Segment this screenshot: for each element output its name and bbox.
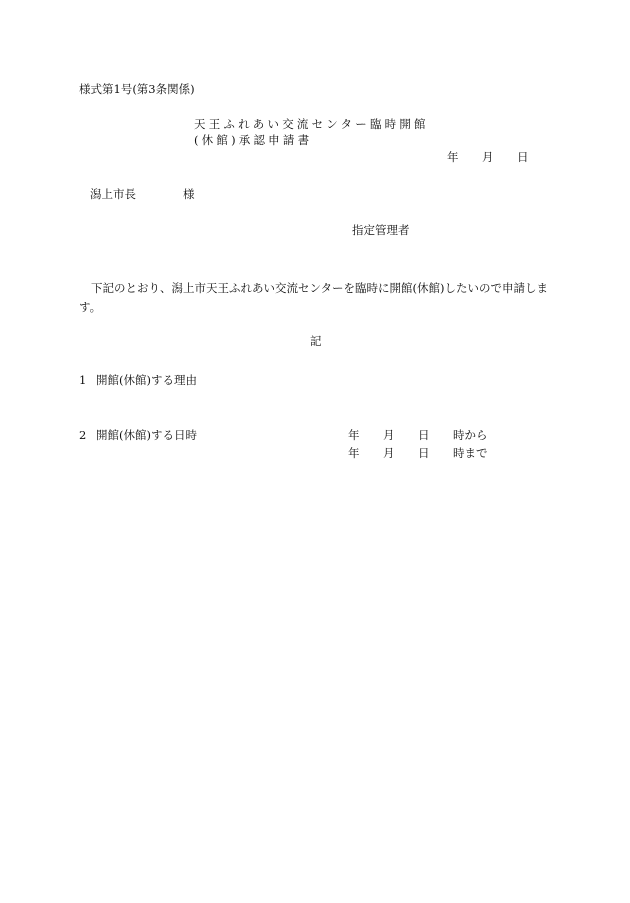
schedule-from-year: 年 bbox=[348, 428, 360, 442]
schedule-from-day: 日 bbox=[418, 428, 430, 442]
schedule-to-month: 月 bbox=[383, 446, 395, 460]
document-title-line1: 天王ふれあい交流センター臨時開館 bbox=[194, 117, 429, 131]
addressee-honorific: 様 bbox=[183, 187, 195, 201]
document-title-line2: (休館)承認申請書 bbox=[194, 133, 313, 147]
schedule-to-hour: 時まで bbox=[453, 446, 488, 460]
date-month-label: 月 bbox=[482, 150, 494, 164]
schedule-to-year: 年 bbox=[348, 446, 360, 460]
form-label: 様式第1号(第3条関係) bbox=[79, 82, 195, 96]
date-day-label: 日 bbox=[517, 150, 529, 164]
item-1-number: 1 bbox=[79, 373, 87, 387]
schedule-from-month: 月 bbox=[383, 428, 395, 442]
applicant-label: 指定管理者 bbox=[352, 223, 410, 237]
schedule-from-hour: 時から bbox=[453, 428, 488, 442]
body-paragraph: 下記のとおり、潟上市天王ふれあい交流センターを臨時に開館(休館)したいので申請します。 bbox=[79, 281, 549, 314]
item-1-label: 開館(休館)する理由 bbox=[96, 373, 197, 387]
addressee-name: 潟上市長 bbox=[90, 187, 136, 201]
item-2-number: 2 bbox=[79, 428, 87, 442]
item-2-label: 開館(休館)する日時 bbox=[96, 428, 197, 442]
schedule-to-day: 日 bbox=[418, 446, 430, 460]
ki-heading: 記 bbox=[310, 334, 322, 348]
date-year-label: 年 bbox=[447, 150, 459, 164]
